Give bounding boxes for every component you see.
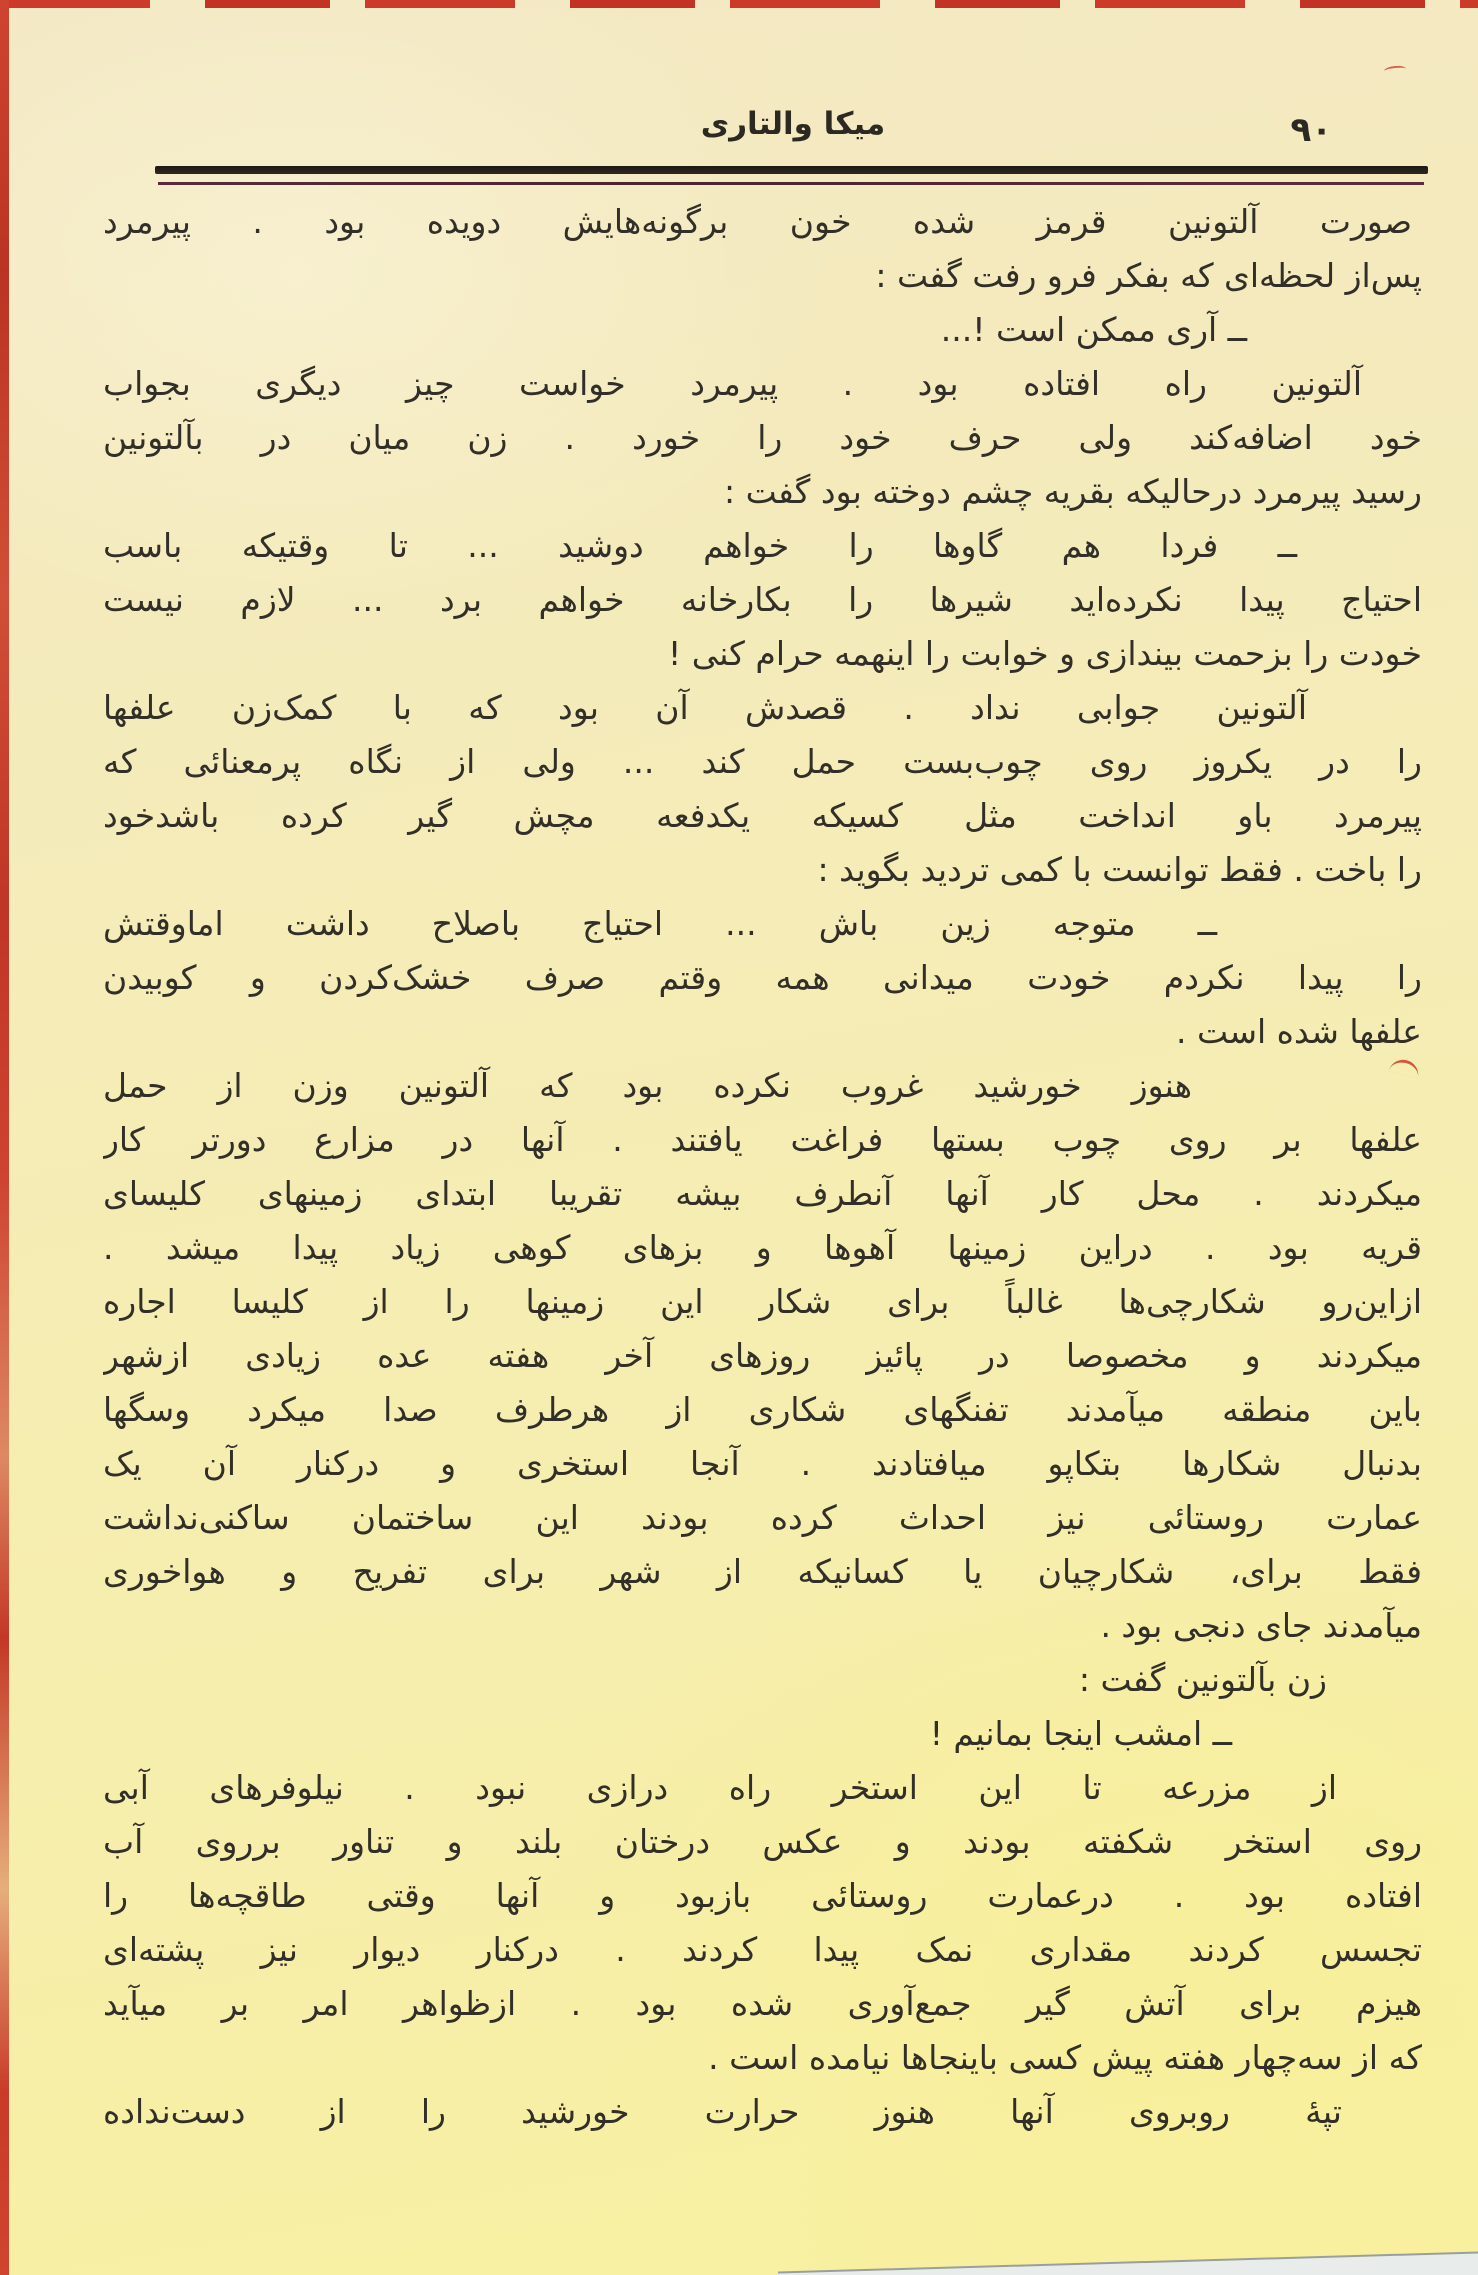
text-line: بدنبال شکارها بتکاپو میافتادند . آنجا استخری و درکنار آن یک	[103, 1444, 1422, 1483]
text-line: احتیاج پیدا نکرده‌اید شیرها را بکارخانه خواهم برد ... لازم نیست	[103, 580, 1422, 619]
text-line: خود اضافه‌کند ولی حرف خود را خورد . زن میان در بآلتونین	[103, 418, 1422, 457]
text-line: خودت را بزحمت بیندازی و خوابت را اینهمه حرام کنی !	[668, 634, 1422, 673]
text-line: تپهٔ روبروی آنها هنوز حرارت خورشید را از دست‌نداده	[103, 2092, 1342, 2131]
scan-edge-top	[0, 0, 1478, 8]
text-line: هیزم برای آتش گیر جمع‌آوری شده بود . ازظواهر امر بر میآید	[103, 1984, 1422, 2023]
text-line: آلتونین جوابی نداد . قصدش آن بود که با کمک‌زن علفها	[103, 688, 1307, 727]
text-line: قریه بود . دراین زمینها آهوها و بزهای کوهی زیاد پیدا میشد .	[103, 1228, 1422, 1267]
text-line: عمارت روستائی نیز احداث کرده بودند این ساختمان ساکنی‌نداشت	[103, 1498, 1422, 1537]
page-number: ۹٠	[1290, 110, 1332, 150]
book-title: میکا والتاری	[700, 106, 886, 142]
text-line: تجسس کردند مقداری نمک پیدا کردند . درکنار دیوار نیز پشته‌ای	[103, 1930, 1422, 1969]
text-line: ــ امشب اینجا بمانیم !	[929, 1714, 1232, 1753]
text-line: زن بآلتونین گفت :	[1078, 1660, 1327, 1699]
header-rule-thick	[155, 166, 1428, 174]
text-line: ــ آری ممکن است !...	[940, 310, 1247, 349]
text-line: را باخت . فقط توانست با کمی تردید بگوید :	[817, 850, 1422, 889]
text-line: هنوز خورشید غروب نکرده بود که آلتونین وزن از حمل	[103, 1066, 1192, 1105]
text-line: افتاده بود . درعمارت روستائی بازبود و آنها وقتی طاقچه‌ها را	[103, 1876, 1422, 1915]
text-line: پس‌از لحظه‌ای که بفکر فرو رفت گفت :	[875, 256, 1422, 295]
header-rule-thin	[158, 182, 1424, 185]
text-line: فقط برای، شکارچیان یا کسانیکه از شهر برای تفریح و هواخوری	[103, 1552, 1422, 1591]
text-line: ازاین‌رو شکارچی‌ها غالباً برای شکار این زمینها را از کلیسا اجاره	[103, 1282, 1422, 1321]
text-line: ــ فردا هم گاوها را خواهم دوشید ... تا وقتیکه باسب	[103, 526, 1297, 565]
text-line: روی استخر شکفته بودند و عکس درختان بلند و تناور برروی آب	[103, 1822, 1422, 1861]
text-line: میکردند و مخصوصا در پائیز روزهای آخر هفته عده زیادی ازشهر	[103, 1336, 1422, 1375]
text-block	[103, 195, 1422, 2139]
text-line: صورت آلتونین قرمز شده خون برگونه‌هایش دویده بود . پیرمرد	[103, 202, 1412, 241]
text-line: علفها بر روی چوب بستها فراغت یافتند . آنها در مزارع دورتر کار	[103, 1120, 1422, 1159]
text-line: از مزرعه تا این استخر راه درازی نبود . نیلوفرهای آبی	[103, 1768, 1337, 1807]
text-line: باین منطقه میآمدند تفنگهای شکاری از هرطرف صدا میکرد وسگها	[103, 1390, 1422, 1429]
text-line: علفها شده است .	[1175, 1012, 1422, 1051]
text-line: که از سه‌چهار هفته پیش کسی باینجاها نیامده است .	[708, 2038, 1422, 2077]
scanner-bed-corner	[778, 2245, 1478, 2275]
text-line: پیرمرد باو انداخت مثل کسیکه یکدفعه مچش گیر کرده باشدخود	[103, 796, 1422, 835]
text-line: آلتونین راه افتاده بود . پیرمرد خواست چیز دیگری بجواب	[103, 364, 1362, 403]
text-line: میآمدند جای دنجی بود .	[1100, 1606, 1422, 1645]
text-line: رسید پیرمرد درحالیکه بقریه چشم دوخته بود گفت :	[723, 472, 1422, 511]
text-line: ــ متوجه زین باش ... احتیاج باصلاح داشت اماوقتش	[103, 904, 1217, 943]
text-line: را در یکروز روی چوب‌بست حمل کند ... ولی از نگاه پرمعنائی که	[103, 742, 1422, 781]
text-line: میکردند . محل کار آنها آنطرف بیشه تقریبا ابتدای زمینهای کلیسای	[103, 1174, 1422, 1213]
scan-edge-left	[0, 0, 9, 2275]
red-ink-speck	[1384, 65, 1407, 75]
text-line: را پیدا نکردم خودت میدانی همه وقتم صرف خشک‌کردن و کوبیدن	[103, 958, 1422, 997]
